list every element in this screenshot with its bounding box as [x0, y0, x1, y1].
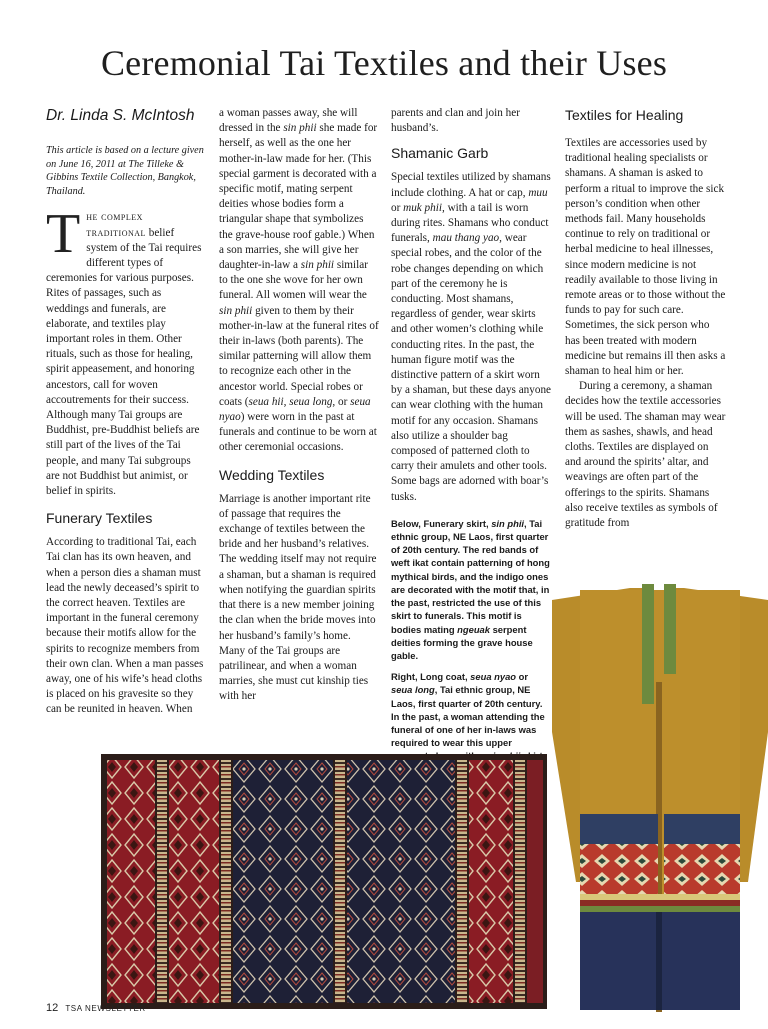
- term: mau thang yao,: [432, 232, 502, 245]
- text-run: Below, Funerary skirt,: [391, 517, 492, 529]
- term: seua hii, seua long,: [248, 395, 336, 408]
- term: ngeuak: [457, 623, 490, 635]
- term: seua nyao: [470, 671, 517, 683]
- column-3: [391, 106, 551, 763]
- author-name: Dr. Linda S. McIntosh: [46, 107, 195, 124]
- text-run: Special textiles utilized by shamans include clothing. A hat or cap,: [391, 171, 551, 199]
- text-run: or: [516, 671, 529, 683]
- lecture-note: This article is based on a lecture given on June 16, 2011 at The Tilleke & Gibbins Textile Collection, Bangkok, Thailand.: [46, 145, 204, 197]
- shamanic-paragraph: [391, 170, 551, 504]
- text-run: , Tai ethnic group, NE Laos, first quarter of 20th century. The red bands of weft ikat contain patterning of hong mythical birds, and the indigo ones are decorated with the motif that, in the past, restricted the use of this skirt to funerals. This motif is bodies mating: [391, 517, 550, 635]
- caption-skirt: [391, 517, 551, 662]
- term: sin phii: [283, 122, 317, 135]
- page-number: 12: [46, 1002, 59, 1014]
- column-1: [46, 106, 204, 718]
- text-run: ) were worn in the past at funerals and continue to be worn at other ceremonial occasions.: [219, 411, 377, 454]
- term: muk phii,: [403, 201, 445, 214]
- text-run: or: [391, 201, 404, 214]
- text-run: serpent deities forming the grave house gable.: [391, 623, 533, 661]
- text-run: she made for herself, as well as the one her mother-in-law made for her. (This special garment is decorated with a specific motif, mating serpent deities whose bodies form a triangular shape that symbolizes the grave-house roof gable.) When a son marries, she will give her daughter-in-law a: [219, 122, 378, 272]
- column-4: [565, 106, 727, 531]
- term: muu: [528, 186, 548, 199]
- text-run: Right, Long coat,: [391, 671, 471, 683]
- article-title: Ceremonial Tai Textiles and their Uses: [100, 43, 668, 83]
- column-2: [219, 106, 379, 705]
- drop-cap: T: [46, 203, 81, 266]
- heading-shamanic: Shamanic Garb: [391, 145, 489, 162]
- publication-name: TSA NEWSLETTER: [65, 1004, 146, 1013]
- term: seua nyao: [219, 395, 371, 424]
- skirt-textile-graphic: [101, 754, 547, 1009]
- text-run: given to them by their mother-in-law at the funeral rites of their in-laws (both parents). The similar patterning will allow them to recognize each other in the ancestor world. Special robes or coats (: [219, 304, 379, 408]
- term: seua long: [391, 684, 435, 696]
- heading-healing: Textiles for Healing: [565, 107, 684, 123]
- text-run: , Tai ethnic group, NE Laos, first quarter of 20th century. In the past, a woman attending the funeral of one of her in-laws was required to wear this upper: [391, 684, 545, 749]
- funerary-skirt-photo: [101, 754, 547, 1009]
- text-run: or: [335, 395, 351, 408]
- page-footer: [46, 1002, 146, 1014]
- text-run: with a tail is worn during rites. Shamans who conduct funerals,: [391, 201, 549, 245]
- heading-funerary: Funerary Textiles: [46, 510, 153, 527]
- funerary-paragraph-1: According to traditional Tai, each Tai clan has its own heaven, and when a person dies a shaman must lead the newly deceased’s spirit to the correct heaven. Textiles are important in the funeral ceremony because their motifs allow for the spirits to recognize members from their own clan. When a man passes away, one of his wife’s head cloths is placed on his gravesite so they can be reunited in heaven. When: [46, 536, 204, 716]
- intro-paragraph: [46, 203, 204, 499]
- caption-coat: [391, 670, 551, 762]
- term: sin phii: [219, 304, 253, 317]
- funerary-paragraph-2: [219, 106, 379, 456]
- healing-paragraph-2: During a ceremony, a shaman decides how the textile accessories will be used. The shaman may wear them as sashes, shawls, and head cloths. Textiles are displayed on and around the spirits’ altar, and weavings are often part of the offerings to the spirits. Shamans also receive textiles as symbols of gratitude from: [565, 380, 726, 530]
- text-run: wear special robes, and the color of the robe changes depending on which part of the ceremony he is conducting. Most shamans, regardless of gender, wear skirts and other women’s clothing while conducting rites. In the past, the human figure motif was the distinctive pattern of a skirt worn by a shaman, but these days anyone can wear clothing with the human motif for any occasion. Shamans also utilize a shoulder bag composed of patterned cloth to carry their amulets and other tools. Some bags are adorned with boar’s tusks.: [391, 232, 552, 503]
- wedding-paragraph: Marriage is another important rite of passage that requires the exchange of textiles between the bride and her husband’s relatives. The wedding itself may not require a shaman, but a shaman is required when notifying the guardian spirits that there is a new member joining the clan when the bride moves into her husband’s family’s home. Many of the Tai groups are patrilinear, and when a woman marries, she must cut kinship ties with her: [219, 492, 377, 703]
- intro-lead: he complex traditional: [86, 211, 146, 239]
- term: sin phii: [300, 259, 335, 272]
- healing-paragraph-1: Textiles are accessories used by traditional healing specialists or shamans. A shaman is asked to perform a ritual to improve the sick person’s condition when other methods fail. Many households continue to rely on traditional or herbal medicine to heal illnesses, since modern medicine is not readily available to those living in remote areas or to those without the funds to pay for such care. Sometimes, the sick person who has been treated with modern medicine but remains ill then asks a shaman to heal him or her.: [565, 137, 726, 378]
- coat-textile-graphic: [552, 582, 768, 1024]
- wedding-paragraph-continued: parents and clan and join her husband’s.: [391, 107, 520, 135]
- text-run: a woman passes away, she will dressed in the: [219, 107, 358, 135]
- text-run: similar to the one she wove for her own funeral. All women will wear the: [219, 259, 368, 302]
- term: sin phii: [491, 517, 525, 529]
- heading-wedding: Wedding Textiles: [219, 466, 325, 483]
- intro-body: belief system of the Tai requires different types of ceremonies for various purposes. Rites of passages, such as weddings and funerals, are elaborate, and textiles play important roles in them. Other rituals, such as those for healing, spirit appeasement, and honoring ancestors, call for woven accoutrements for their success. Although many Tai groups are Buddhist, pre-Buddhist beliefs are still part of the lives of the Tai people, and many Tai subgroups are not Buddhist but animist, or belief in spirits.: [46, 226, 202, 498]
- long-coat-photo: [552, 582, 768, 1024]
